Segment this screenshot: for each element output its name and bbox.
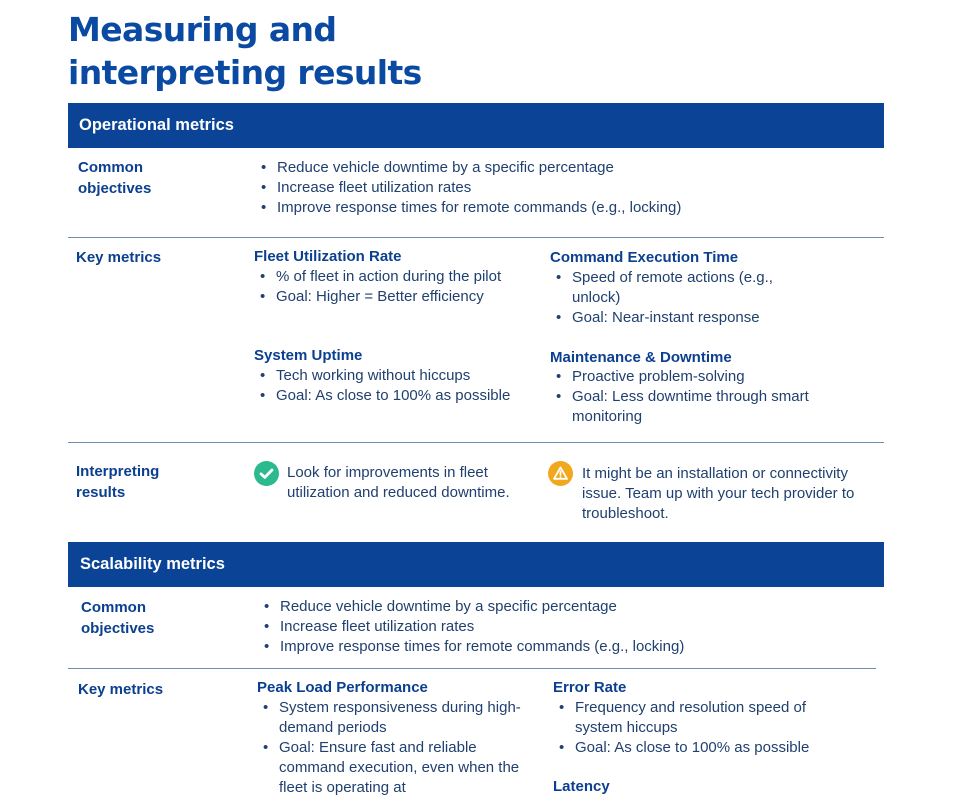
page-title-line-1: Measuring and (68, 10, 337, 49)
scalability-objectives-list (260, 597, 860, 657)
list-item: • Tech working without hiccups (256, 366, 516, 386)
list-item: • Reduce vehicle downtime by a specific percentage (260, 597, 860, 617)
operational-objectives-label (78, 157, 151, 199)
list-item: • Improve response times for remote commands (e.g., locking) (257, 198, 857, 218)
list-item: • Goal: Ensure fast and reliable command execution, even when the fleet is operating at (259, 738, 524, 798)
metric-list (259, 698, 524, 798)
metric-list (256, 366, 516, 406)
list-item: • Increase fleet utilization rates (260, 617, 860, 637)
list-item: • Speed of remote actions (e.g., unlock) (552, 268, 817, 308)
metric-title: Latency (553, 778, 610, 795)
list-item: • Frequency and resolution speed of system hiccups (555, 698, 855, 738)
metric-title: Peak Load Performance (257, 679, 428, 696)
list-item: • Goal: As close to 100% as possible (256, 386, 516, 406)
list-item: • Goal: As close to 100% as possible (555, 738, 855, 758)
scalability-key-metrics-label: Key metrics (78, 681, 164, 698)
page-title (68, 8, 422, 94)
metric-list (256, 267, 526, 307)
metric-list (552, 268, 817, 328)
scalability-objectives-label (81, 597, 154, 639)
label-line: Common (78, 159, 143, 176)
scalability-metrics-header: Scalability metrics (68, 542, 884, 587)
list-item: • Proactive problem-solving (552, 367, 812, 387)
metric-list (552, 367, 812, 427)
label-line: objectives (81, 620, 155, 637)
list-item: • Goal: Near-instant response (552, 308, 817, 328)
row-divider (68, 237, 884, 238)
operational-metrics-header: Operational metrics (68, 103, 884, 148)
interpreting-warning-text: It might be an installation or connectivity issue. Team up with your tech provider to troubleshoot. (582, 465, 855, 522)
warning-icon (548, 461, 573, 486)
label-line: objectives (78, 180, 152, 197)
list-item: • Reduce vehicle downtime by a specific percentage (257, 158, 857, 178)
metric-title: System Uptime (254, 347, 363, 364)
label-line: Common (81, 599, 146, 616)
operational-interpreting-label (76, 461, 159, 503)
list-item: • Goal: Higher = Better efficiency (256, 287, 526, 307)
operational-key-metrics-label: Key metrics (76, 249, 162, 266)
metric-title: Maintenance & Downtime (550, 349, 732, 366)
metric-title: Fleet Utilization Rate (254, 248, 402, 265)
label-line: Interpreting (76, 463, 160, 480)
page-title-line-2: interpreting results (68, 53, 422, 92)
label-line: results (76, 484, 126, 501)
metric-title: Command Execution Time (550, 249, 739, 266)
list-item: • Increase fleet utilization rates (257, 178, 857, 198)
list-item: • Goal: Less downtime through smart monitoring (552, 387, 812, 427)
check-circle-icon (254, 461, 279, 486)
interpreting-positive-text: Look for improvements in fleet utilization and reduced downtime. (287, 464, 510, 501)
list-item: • Improve response times for remote commands (e.g., locking) (260, 637, 860, 657)
metric-title: Error Rate (553, 679, 627, 696)
row-divider (68, 668, 876, 669)
operational-objectives-list (257, 158, 857, 218)
list-item: • % of fleet in action during the pilot (256, 267, 526, 287)
metric-list (555, 698, 855, 758)
list-item: • System responsiveness during high-demand periods (259, 698, 524, 738)
row-divider (68, 442, 884, 443)
